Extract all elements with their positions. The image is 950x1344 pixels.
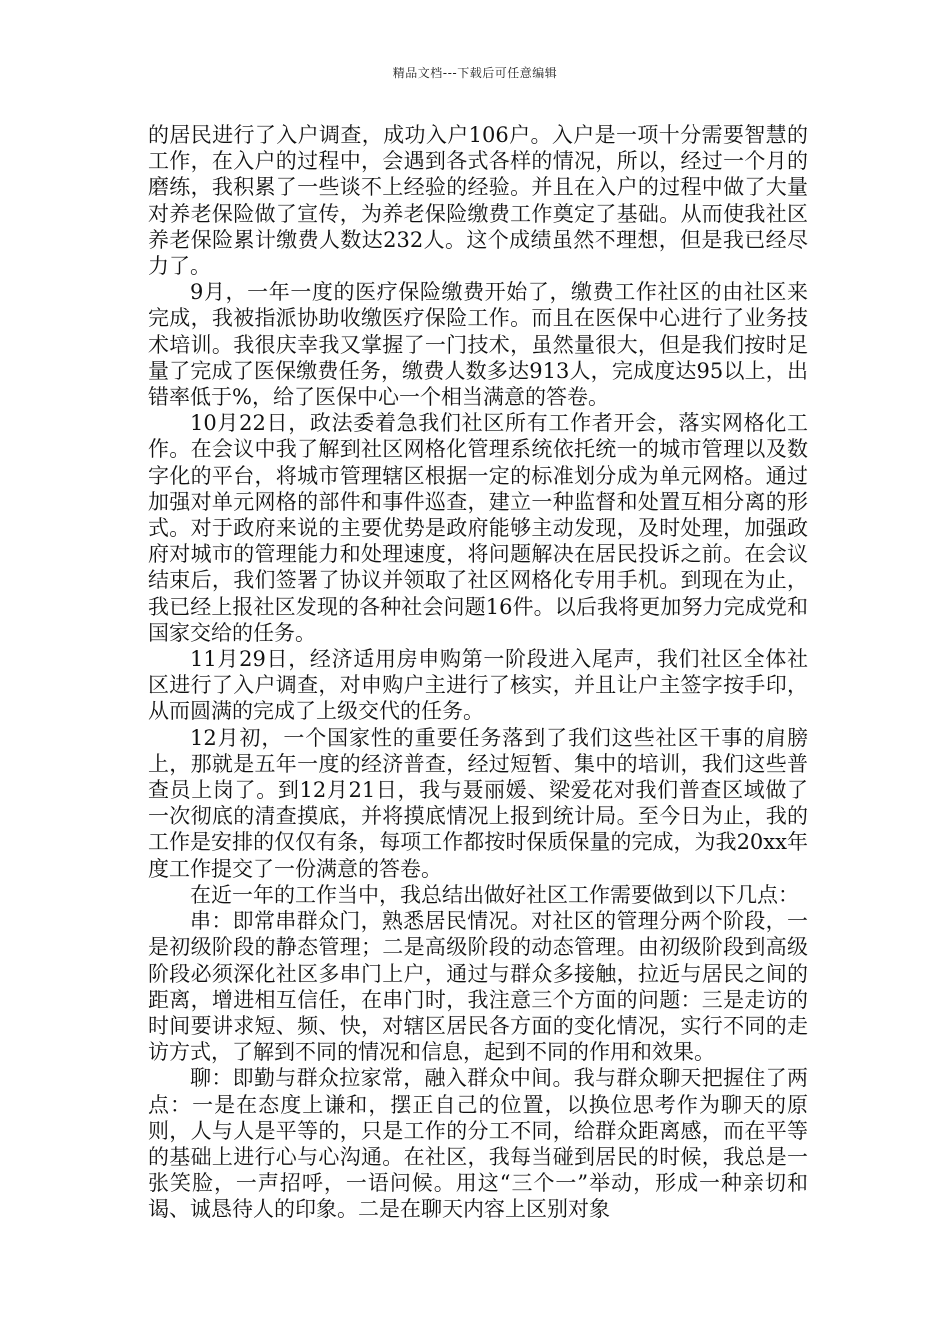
- paragraph: 12月初，一个国家性的重要任务落到了我们这些社区干事的肩膀上，那就是五年一度的经济普查，经过短暂、集中的培训，我们这些普查员上岗了。到12月21日，我与聂丽媛、梁爱花对我们普查区域做了一次彻底的清查摸底，并将摸底情况上报到统计局。至今日为止，我的工作是安排的仅仅有条，每项工作都按时保质保量的完成，为我20xx年度工作提交了一份满意的答卷。: [148, 725, 808, 881]
- paragraph: 10月22日，政法委着急我们社区所有工作者开会，落实网格化工作。在会议中我了解到社区网格化管理系统依托统一的城市管理以及数字化的平台，将城市管理辖区根据一定的标准划分成为单元网格。通过加强对单元网格的部件和事件巡查，建立一种监督和处置互相分离的形式。对于政府来说的主要优势是政府能够主动发现，及时处理，加强政府对城市的管理能力和处理速度，将问题解决在居民投诉之前。在会议结束后，我们签署了协议并领取了社区网格化专用手机。到现在为止，我已经上报社区发现的各种社会问题16件。以后我将更加努力完成党和国家交给的任务。: [148, 411, 808, 645]
- paragraph: 11月29日，经济适用房申购第一阶段进入尾声，我们社区全体社区进行了入户调查，对申购户主进行了核实，并且让户主签字按手印，从而圆满的完成了上级交代的任务。: [148, 647, 808, 724]
- paragraph: 串：即常串群众门，熟悉居民情况。对社区的管理分两个阶段，一是初级阶段的静态管理；二是高级阶段的动态管理。由初级阶段到高级阶段必须深化社区多串门上户，通过与群众多接触，拉近与居民之间的距离，增进相互信任，在串门时，我注意三个方面的问题：三是走访的时间要讲求短、频、快，对辖区居民各方面的变化情况，实行不同的走访方式，了解到不同的情况和信息，起到不同的作用和效果。: [148, 909, 808, 1065]
- paragraph: 在近一年的工作当中，我总结出做好社区工作需要做到以下几点：: [190, 882, 799, 907]
- page-header: 精品文档---下载后可任意编辑: [392, 66, 558, 80]
- paragraph: 聊：即勤与群众拉家常，融入群众中间。我与群众聊天把握住了两点：一是在态度上谦和，摆正自己的位置，以换位思考作为聊天的原则，人与人是平等的，只是工作的分工不同，给群众距离感，而在平等的基础上进行心与心沟通。在社区，我每当碰到居民的时候，我总是一张笑脸，一声招呼，一语问候。用这“三个一”举动，形成一种亲切和谒、诚恳待人的印象。二是在聊天内容上区别对象: [148, 1066, 808, 1222]
- document-body: [148, 122, 808, 1223]
- paragraph: 的居民进行了入户调查，成功入户106户。入户是一项十分需要智慧的工作，在入户的过程中，会遇到各式各样的情况，所以，经过一个月的磨练，我积累了一些谈不上经验的经验。并且在入户的过程中做了大量对养老保险做了宣传，为养老保险缴费工作奠定了基础。从而使我社区养老保险累计缴费人数达232人。这个成绩虽然不理想，但是我已经尽力了。: [148, 123, 808, 279]
- paragraph: 9月，一年一度的医疗保险缴费开始了，缴费工作社区的由社区来完成，我被指派协助收缴医疗保险工作。而且在医保中心进行了业务技术培训。我很庆幸我又掌握了一门技术，虽然量很大，但是我们按时足量了完成了医保缴费任务，缴费人数多达913人，完成度达95以上，出错率低于%，给了医保中心一个相当满意的答卷。: [148, 280, 808, 410]
